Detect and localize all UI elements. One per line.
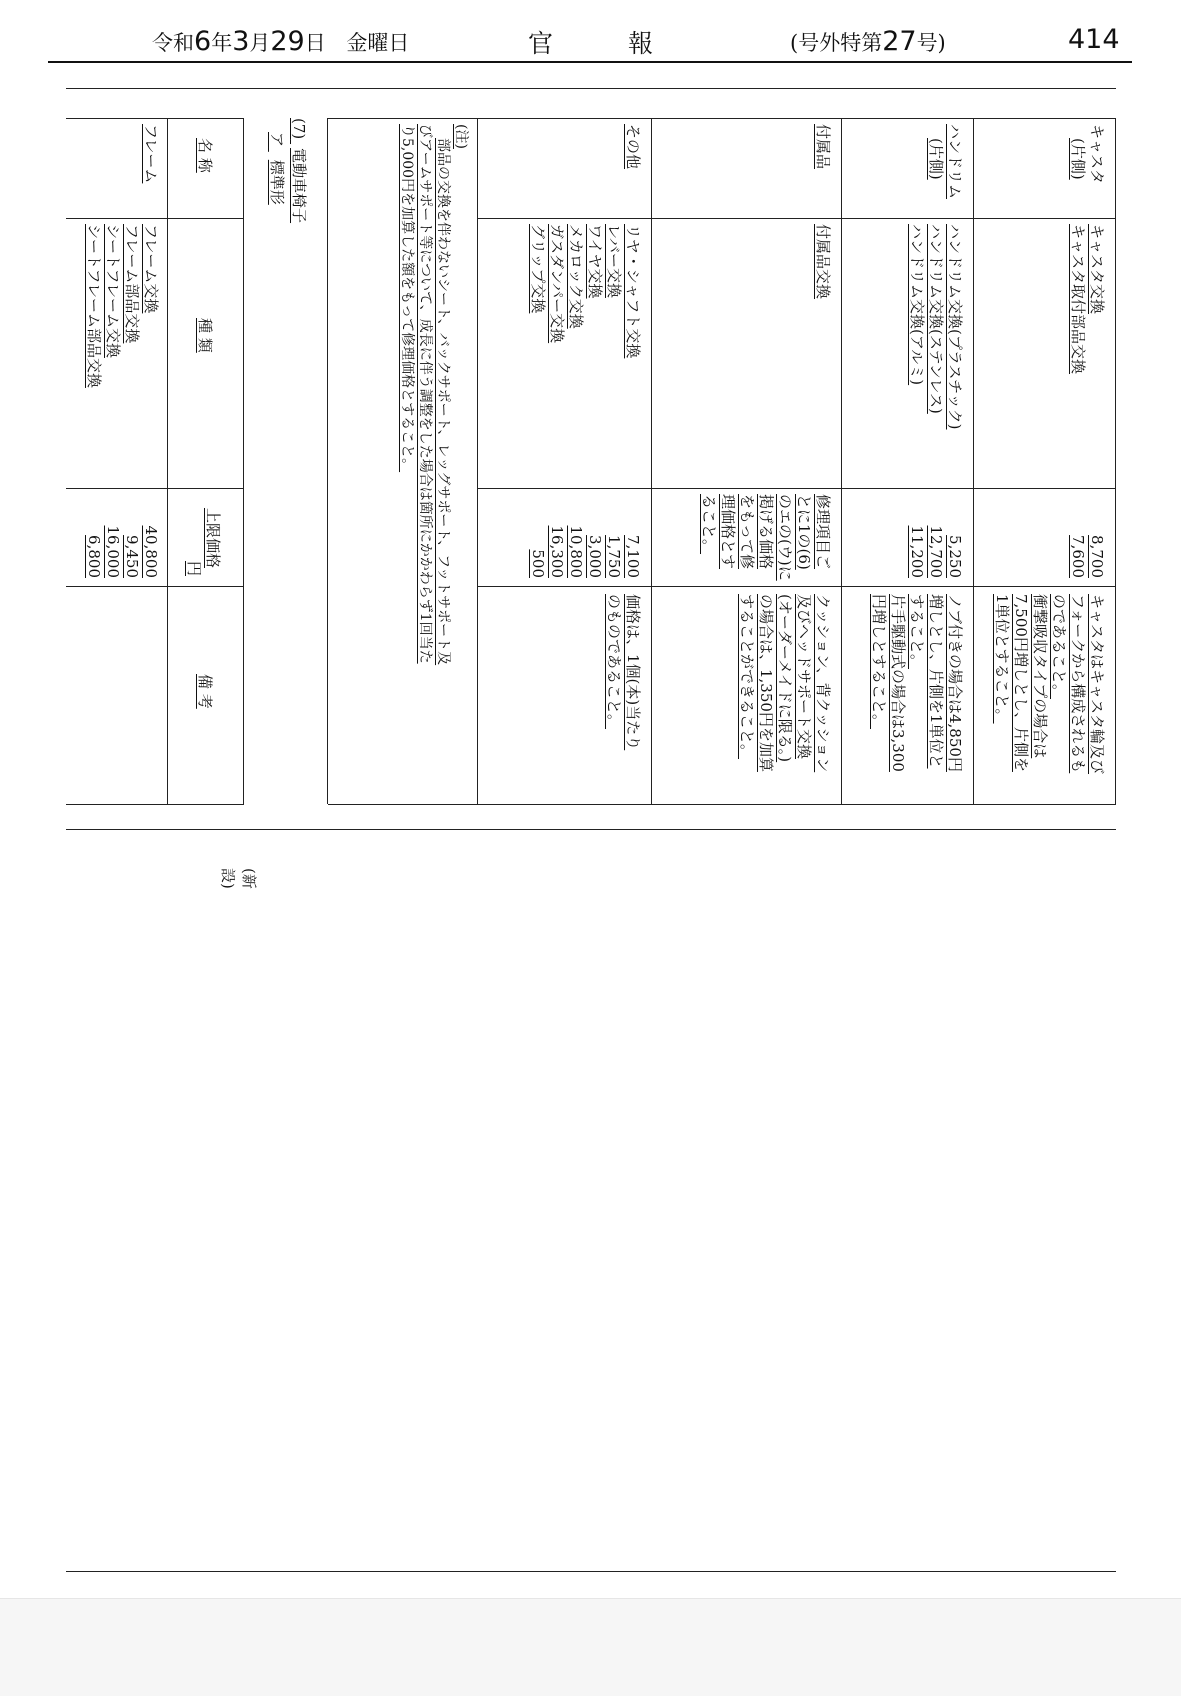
table1-row-line-4 [477, 118, 478, 804]
price-list [907, 502, 964, 578]
footnote-line: びアームサポート等について、成長に伴う調整をした場合は箇所にかかわらず1回当た [417, 124, 433, 664]
category-line: (片側) [927, 138, 945, 180]
category-accessory: 付属品 [814, 124, 832, 170]
note-line: すること。 [908, 594, 926, 670]
subsection-mark: ア [268, 132, 286, 148]
note-line: 円増しとすること。 [870, 594, 888, 730]
footnote-line: 部品の交換を伴わないシート、バックサポート、レッグサポート、フットサポート及 [435, 138, 451, 666]
rotated-table-region [66, 118, 1116, 889]
item-list [528, 224, 642, 358]
header-name: 名 称 [196, 138, 214, 173]
paper-title-1: 官 [528, 29, 554, 58]
item-line: レバー交換 [605, 224, 623, 298]
price-text-line: 掲げる価格 [757, 494, 775, 570]
item-line: ワイヤ交換 [586, 224, 604, 299]
category-line: ハンドリム [946, 124, 964, 200]
note-line: 及びヘッドサポート交換 [795, 594, 813, 760]
note-line: 片手駆動式の場合は3,300 [889, 594, 907, 772]
footnote [398, 124, 470, 665]
note-line: の場合は、1,350円を加算 [757, 594, 775, 772]
table2-top-border [243, 118, 244, 804]
subsection-title: 標準形 [268, 159, 286, 205]
item-line: ハンドリム交換(プラスチック) [946, 224, 964, 430]
table1-top-border [1115, 118, 1116, 804]
price-list [528, 502, 642, 578]
issue-number: 27 [882, 26, 917, 57]
price-line: 7,100 [624, 535, 642, 578]
price-text-line: 理価格とす [719, 494, 737, 570]
header-price-unit: 円 [185, 560, 203, 576]
note-line: フォークから構成されるも [1069, 594, 1087, 774]
table2-left-border [66, 118, 244, 119]
header-note: 備 考 [196, 674, 214, 709]
note-list [992, 594, 1106, 774]
price-line: 10,800 [567, 525, 585, 578]
note-line: することができること。 [738, 594, 756, 760]
category-other: その他 [624, 124, 642, 170]
price-line: 9,450 [123, 535, 141, 578]
era: 令和 [152, 31, 194, 55]
price-text-line: をもって修 [738, 494, 756, 570]
category-line: (片側) [1069, 138, 1087, 180]
item-line: フレーム部品交換 [123, 224, 141, 344]
price-text-line: ること。 [700, 494, 718, 555]
header-price [184, 500, 222, 576]
header-date [152, 26, 409, 57]
item-line: リヤ・シャフト交換 [624, 224, 642, 359]
header-type: 種 類 [196, 318, 214, 353]
table1-col-line-2 [478, 488, 1116, 489]
item-line: フレーム交換 [142, 224, 160, 314]
bottom-rule [66, 1571, 1116, 1572]
newly-established-label: (新設) [219, 868, 258, 889]
note-list [869, 594, 964, 772]
day-unit: 日 [304, 31, 326, 55]
price-line: 1,750 [605, 535, 623, 578]
middle-rule [66, 829, 1116, 830]
viewer-bottom-band [0, 1598, 1181, 1696]
price-list [84, 502, 160, 578]
rotated-content [66, 118, 1116, 889]
item-line: ハンドリム交換(ステンレス) [927, 224, 945, 414]
category-handrim [926, 124, 964, 199]
section-number: (7) [290, 118, 308, 140]
table1-col-line-3 [478, 586, 1116, 587]
price-line: 6,800 [85, 535, 103, 578]
price-line: 7,600 [1069, 535, 1087, 578]
item-list [907, 224, 964, 430]
price-line: 16,000 [104, 525, 122, 578]
section-heading [289, 118, 308, 223]
top-rule [66, 88, 1116, 89]
weekday: 金曜日 [346, 31, 410, 55]
item-line: ハンドリム交換(アルミ) [908, 224, 926, 386]
day: 29 [270, 26, 305, 57]
year: 6 [194, 26, 212, 57]
header-price-label: 上限価格 [204, 507, 222, 568]
price-line: 3,000 [586, 535, 604, 578]
note-line: のものであること。 [605, 594, 623, 730]
table2-col-line-2 [66, 488, 244, 489]
note-line: (オーダーメイドに限る。) [776, 594, 794, 763]
item-list [1068, 224, 1106, 374]
header-rule [48, 61, 1132, 63]
note-line: 1単位とすること。 [993, 594, 1011, 724]
price-text-line: のエの(ウ)に [776, 494, 794, 581]
price-line: 40,800 [142, 525, 160, 578]
month: 3 [232, 26, 250, 57]
table2-name-frame: フレーム [142, 124, 160, 184]
subsection-heading [267, 132, 286, 205]
price-line: 8,700 [1088, 535, 1106, 578]
item-line: シートフレーム交換 [104, 224, 122, 358]
note-list [604, 594, 642, 750]
table2-right-border [66, 804, 244, 805]
table1-col-line-1 [478, 218, 1116, 219]
footnote-line: り5,000円を加算した額をもって修理価格とすること。 [399, 124, 415, 473]
note-line: 増しとし、片側を1単位と [927, 594, 945, 769]
item-line: シートフレーム部品交換 [85, 224, 103, 388]
section-title: 電動車椅子 [290, 148, 308, 224]
price-line: 11,200 [908, 525, 926, 578]
item-line: ガスダンパー交換 [548, 224, 566, 344]
price-list [1068, 502, 1106, 578]
item-line: 付属品交換 [814, 224, 832, 300]
price-line: 5,250 [946, 535, 964, 578]
issue-prefix: (号外特第 [790, 31, 883, 55]
table1-row-line-3 [651, 118, 652, 804]
item-line: グリップ交換 [529, 224, 547, 314]
year-unit: 年 [211, 31, 233, 55]
category-line: キャスタ [1088, 124, 1106, 185]
price-text-line: とに1の(6) [795, 494, 813, 570]
issue-suffix: 号) [916, 31, 946, 55]
note-line: キャスタはキャスタ輪及び [1088, 594, 1106, 775]
paper-title-2: 報 [628, 29, 654, 58]
price-line: 12,700 [927, 525, 945, 578]
item-line: キャスタ交換 [1088, 224, 1106, 315]
note-line: のであること。 [1050, 594, 1068, 700]
note-line: 7,500円増しとし、片側を [1012, 594, 1030, 772]
footnote-mark: (注) [453, 124, 469, 149]
item-line: メカロック交換 [567, 224, 585, 329]
note-line: ノブ付きの場合は4,850円 [946, 594, 964, 772]
table2-col-line-1 [66, 218, 244, 219]
table1-bottom-border [327, 118, 328, 804]
table2-header-line [167, 118, 168, 804]
price-text-line: 修理項目ご [814, 494, 832, 570]
price-line: 16,300 [548, 525, 566, 578]
note-line: 価格は、1個(本)当たり [624, 594, 642, 751]
note-line: クッション、背クッション [814, 594, 832, 773]
month-unit: 月 [249, 31, 271, 55]
table2-col-line-3 [66, 586, 244, 587]
note-list [737, 594, 832, 772]
note-line: 衝撃吸収タイプの場合は [1031, 594, 1049, 759]
item-line: キャスタ取付部品交換 [1069, 224, 1087, 375]
issue-label [790, 26, 946, 57]
table1-right-border [328, 804, 1116, 805]
price-text [699, 494, 832, 581]
category-caster [1068, 124, 1106, 184]
table1-left-border [328, 118, 1116, 119]
table1-row-line-1 [973, 118, 974, 804]
page-number: 414 [1068, 24, 1120, 55]
item-list [84, 224, 160, 388]
table1-row-line-2 [841, 118, 842, 804]
price-line: 500 [529, 549, 547, 578]
